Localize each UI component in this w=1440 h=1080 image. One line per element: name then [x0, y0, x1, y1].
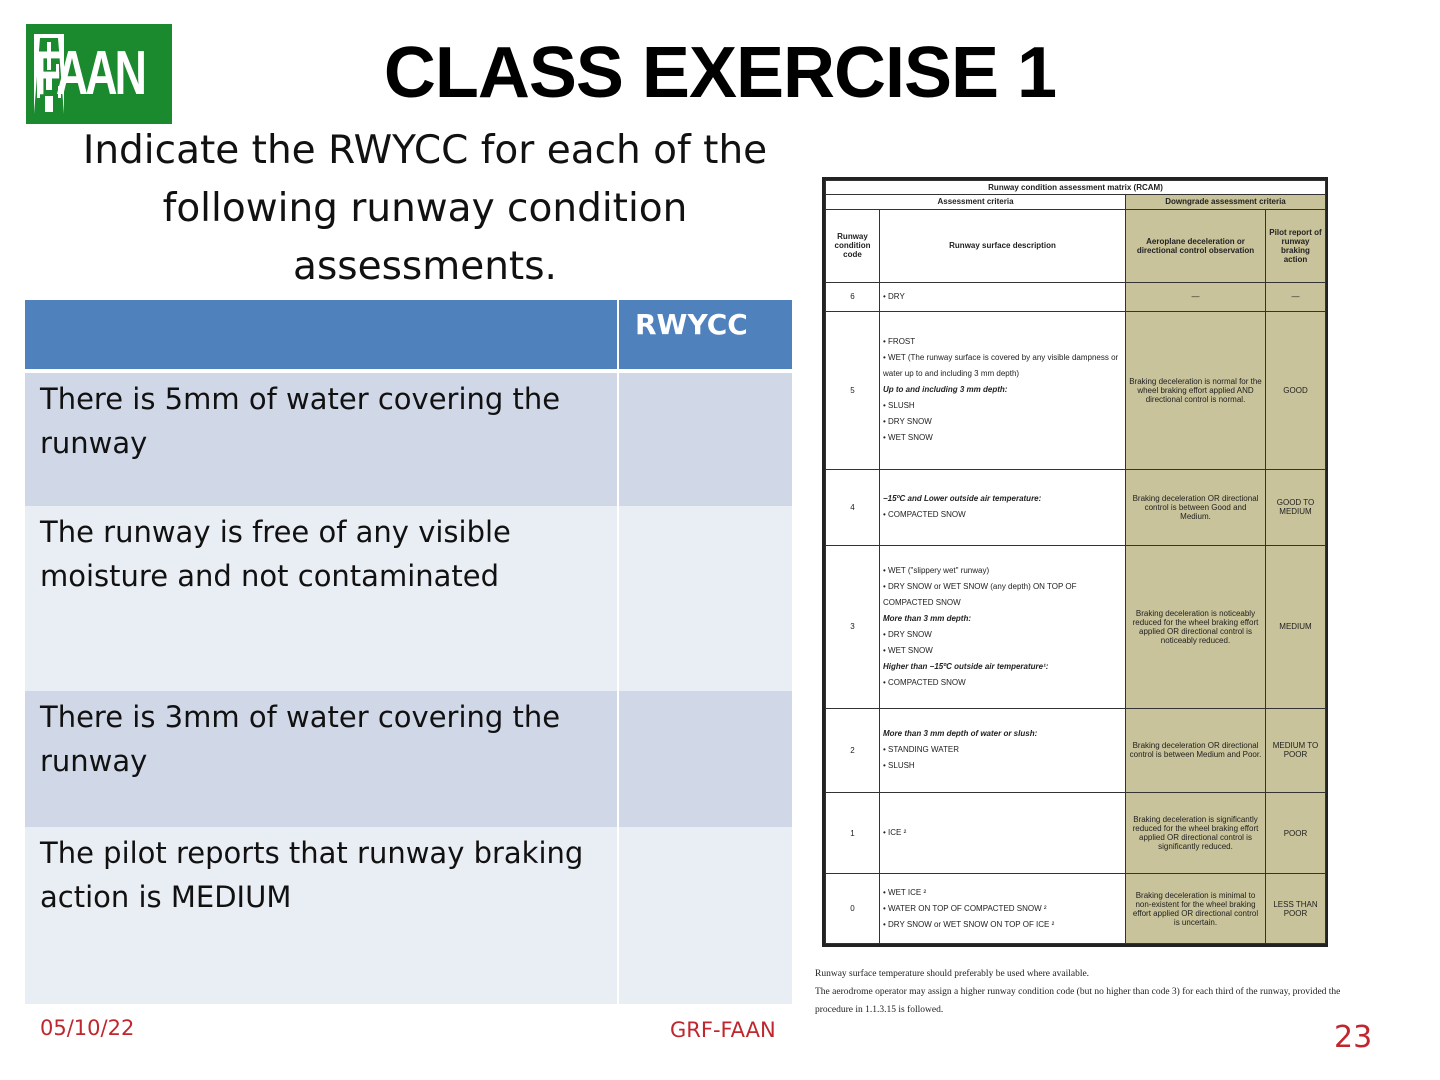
answer-cell[interactable] [618, 691, 792, 827]
rcam-downgrade-criteria: Downgrade assessment criteria [1126, 195, 1326, 209]
rcam-desc-item: • COMPACTED SNOW [883, 675, 1122, 691]
header-blank-cell [25, 300, 618, 371]
rcam-pilot: — [1266, 283, 1326, 312]
rcam-obs: Braking deceleration OR directional control is between Medium and Poor. [1126, 709, 1266, 793]
condition-cell: The pilot reports that runway braking action is MEDIUM [25, 827, 618, 1004]
page-number: 23 [1334, 1020, 1373, 1055]
answer-cell[interactable] [618, 827, 792, 1004]
rcam-col-code: Runway condition code [826, 209, 880, 283]
rcam-desc-item: • SLUSH [883, 758, 1122, 774]
rcam-row [826, 470, 1326, 546]
rcam-pilot: POOR [1266, 792, 1326, 874]
instruction-text: Indicate the RWYCC for each of the following runway condition assessments. [82, 128, 768, 289]
rcam-table [825, 180, 1326, 944]
rcam-obs: Braking deceleration is significantly reduced for the wheel braking effort applied OR directional control is significantly reduced. [1126, 792, 1266, 874]
table-row [25, 827, 792, 1004]
condition-cell: There is 5mm of water covering the runway [25, 371, 618, 506]
rcam-col-description: Runway surface description [880, 209, 1126, 283]
logo-text: FAAN [34, 39, 145, 108]
rcam-desc-item: • WET SNOW [883, 643, 1122, 659]
rcam-desc-item: • DRY SNOW [883, 627, 1122, 643]
rcam-desc-item: • SLUSH [883, 398, 1122, 414]
rcam-col-pilot: Pilot report of runway braking action [1266, 209, 1326, 283]
rcam-desc-item: • WET (The runway surface is covered by any visible dampness or water up to and including 3 mm depth) [883, 350, 1122, 382]
condition-cell: The runway is free of any visible moisture and not contaminated [25, 506, 618, 691]
rcam-obs: Braking deceleration OR directional control is between Good and Medium. [1126, 470, 1266, 546]
rcam-pilot: MEDIUM [1266, 545, 1326, 708]
rcam-desc-item: • FROST [883, 334, 1122, 350]
rcam-col-observation: Aeroplane deceleration or directional control observation [1126, 209, 1266, 283]
rcam-row [826, 874, 1326, 944]
answer-cell[interactable] [618, 506, 792, 691]
rcam-obs: Braking deceleration is normal for the wheel braking effort applied AND directional control is normal. [1126, 311, 1266, 469]
rcam-code: 2 [826, 709, 880, 793]
condition-cell: There is 3mm of water covering the runway [25, 691, 618, 827]
rcam-desc-item: • WET ICE ² [883, 885, 1122, 901]
rcam-desc-item: • WATER ON TOP OF COMPACTED SNOW ² [883, 901, 1122, 917]
rcam-pilot: GOOD TO MEDIUM [1266, 470, 1326, 546]
table-row [25, 506, 792, 691]
exercise-table [25, 300, 792, 1004]
rcam-desc-item: • DRY [883, 289, 1122, 305]
rcam-code: 3 [826, 545, 880, 708]
rcam-code: 4 [826, 470, 880, 546]
table-row [25, 371, 792, 506]
rcam-desc-sub: −15ºC and Lower outside air temperature: [883, 494, 1042, 504]
rcam-desc-item: • STANDING WATER [883, 742, 1122, 758]
footer-org: GRF-FAAN [670, 1018, 776, 1042]
slide-title: CLASS EXERCISE 1 [383, 33, 1057, 113]
rcam-desc-item: • DRY SNOW or WET SNOW (any depth) ON TOP OF COMPACTED SNOW [883, 579, 1122, 611]
rcam-desc-sub: Up to and including 3 mm depth: [883, 385, 1008, 395]
rcam-obs: — [1126, 283, 1266, 312]
rcam-notes [815, 965, 1345, 1019]
rcam-desc-sub: Higher than −15ºC outside air temperature¹: [883, 661, 1049, 671]
rcam-pilot: MEDIUM TO POOR [1266, 709, 1326, 793]
rcam-desc-sub: More than 3 mm depth: [883, 613, 972, 623]
rcam-row [826, 545, 1326, 708]
rcam-code: 5 [826, 311, 880, 469]
rcam-obs: Braking deceleration is noticeably reduced for the wheel braking effort applied OR directional control is noticeably reduced. [1126, 545, 1266, 708]
rcam-assessment-criteria: Assessment criteria [826, 195, 1126, 209]
footer-date: 05/10/22 [40, 1016, 135, 1040]
rcam-note: Runway surface temperature should preferably be used where available. [815, 969, 1090, 979]
rcam-image [822, 177, 1328, 947]
rcam-obs: Braking deceleration is minimal to non-existent for the wheel braking effort applied OR directional control is uncertain. [1126, 874, 1266, 944]
rcam-desc-item: • COMPACTED SNOW [883, 507, 1122, 523]
rcam-code: 0 [826, 874, 880, 944]
rcam-row [826, 709, 1326, 793]
rcam-desc-item: • WET SNOW [883, 430, 1122, 446]
rcam-desc-item: • DRY SNOW or WET SNOW ON TOP OF ICE ² [883, 917, 1122, 933]
faan-logo [26, 24, 172, 124]
header-rwycc: RWYCC [618, 300, 792, 371]
rcam-code: 1 [826, 792, 880, 874]
rcam-row [826, 283, 1326, 312]
rcam-desc-item: • ICE ² [883, 825, 1122, 841]
rcam-desc-item: • DRY SNOW [883, 414, 1122, 430]
rcam-pilot: GOOD [1266, 311, 1326, 469]
rcam-note: The aerodrome operator may assign a higher runway condition code (but no higher than code 3) for each third of the runway, provided the procedure in 1.1.3.15 is followed. [815, 987, 1341, 1015]
table-header-row [25, 300, 792, 371]
rcam-code: 6 [826, 283, 880, 312]
rcam-row [826, 311, 1326, 469]
rcam-row [826, 792, 1326, 874]
rcam-desc-sub: More than 3 mm depth of water or slush: [883, 729, 1038, 739]
rcam-pilot: LESS THAN POOR [1266, 874, 1326, 944]
answer-cell[interactable] [618, 371, 792, 506]
table-row [25, 691, 792, 827]
rcam-title: Runway condition assessment matrix (RCAM) [826, 181, 1326, 195]
rcam-desc-item: • WET ("slippery wet" runway) [883, 563, 1122, 579]
